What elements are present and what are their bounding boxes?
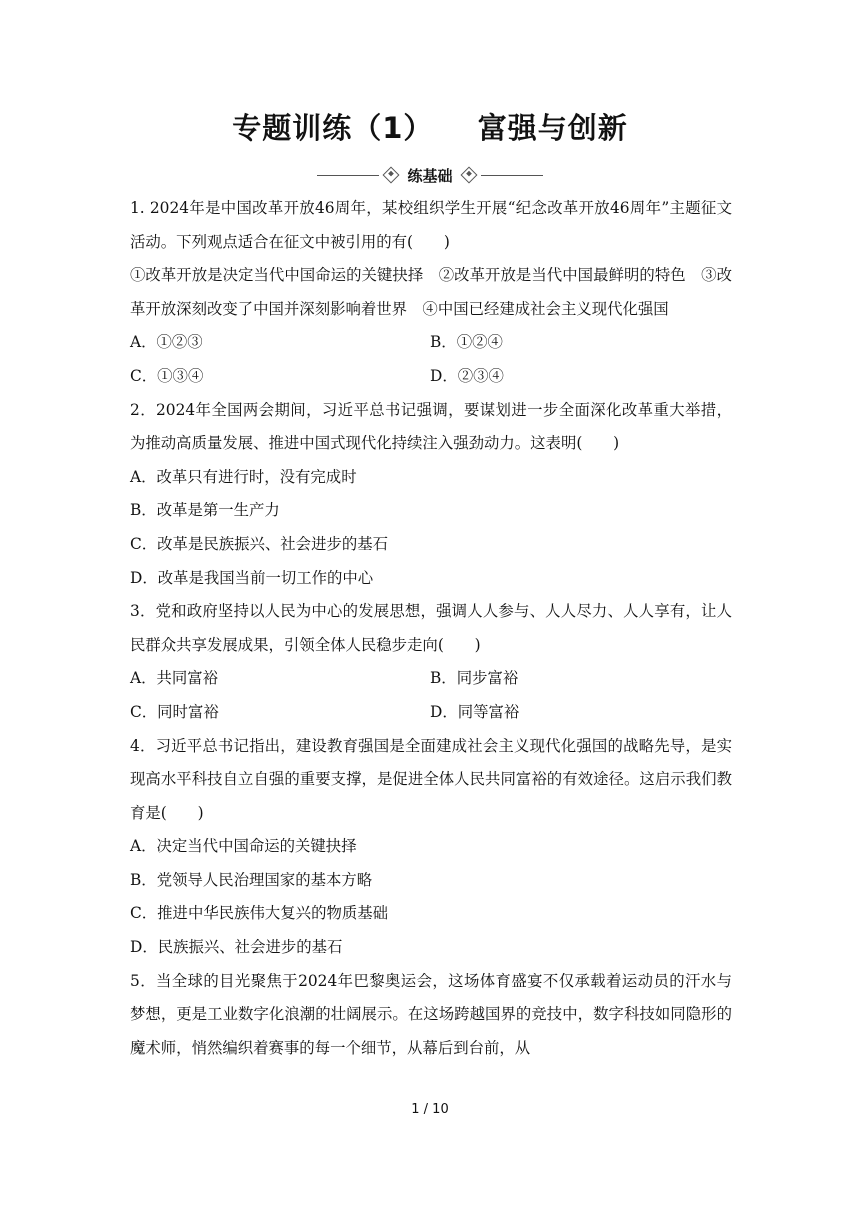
option-b: B．党领导人民治理国家的基本方略 <box>130 870 373 889</box>
page-number: 1 / 10 <box>411 1102 449 1117</box>
question-4 <box>130 730 732 965</box>
question-list <box>130 192 732 1065</box>
page-title: 专题训练（1） 富强与创新 <box>232 111 628 145</box>
question-stem: 5．当全球的目光聚焦于2024年巴黎奥运会，这场体育盛宴不仅承载着运动员的汗水与梦想，更是工业数字化浪潮的壮阔展示。在这场跨越国界的竞技中，数字科技如同隐形的魔术师，悄然编织着赛事的每一个细节，从幕后到台前，从 <box>130 971 732 1057</box>
option-row <box>130 326 732 360</box>
option-d: D．②③④ <box>430 366 504 385</box>
question-stem: 3．党和政府坚持以人民为中心的发展思想，强调人人参与、人人尽力、人人享有，让人民群众共享发展成果，引领全体人民稳步走向( ) <box>130 602 732 654</box>
section-label: 练基础 <box>407 166 453 185</box>
option-c: C．①③④ <box>130 366 204 385</box>
option-d: D．同等富裕 <box>430 702 520 721</box>
option-a: A．共同富裕 <box>130 669 219 688</box>
option-d: D．改革是我国当前一切工作的中心 <box>130 568 374 587</box>
banner-line-left <box>317 175 379 176</box>
question-statements: ①改革开放是决定当代中国命运的关键抉择 ②改革开放是当代中国最鲜明的特色 ③改革开放深刻改变了中国并深刻影响着世界 ④中国已经建成社会主义现代化强国 <box>130 266 732 318</box>
question-stem: 1. 2024年是中国改革开放46周年，某校组织学生开展“纪念改革开放46周年”主题征文活动。下列观点适合在征文中被引用的有( ) <box>130 199 732 251</box>
option-b: B．①②④ <box>430 333 503 352</box>
option-c: C．同时富裕 <box>130 702 219 721</box>
question-3 <box>130 595 732 729</box>
option-row <box>130 696 732 730</box>
question-stem: 4．习近平总书记指出，建设教育强国是全面建成社会主义现代化强国的战略先导，是实现高水平科技自立自强的重要支撑，是促进全体人民共同富裕的有效途径。这启示我们教育是( ) <box>130 736 732 822</box>
banner-line-right <box>481 175 543 176</box>
question-5 <box>130 965 732 1066</box>
diamond-icon <box>460 167 477 184</box>
question-stem: 2．2024年全国两会期间，习近平总书记强调，要谋划进一步全面深化改革重大举措，为推动高质量发展、推进中国式现代化持续注入强劲动力。这表明( ) <box>130 400 732 453</box>
option-b: B．同步富裕 <box>430 669 519 688</box>
option-b: B．改革是第一生产力 <box>130 501 280 520</box>
option-c: C．改革是民族振兴、社会进步的基石 <box>130 534 389 553</box>
option-d: D．民族振兴、社会进步的基石 <box>130 938 343 957</box>
section-banner <box>0 162 860 188</box>
option-a: A．决定当代中国命运的关键抉择 <box>130 837 357 856</box>
option-a: A．改革只有进行时，没有完成时 <box>130 467 357 486</box>
option-c: C．推进中华民族伟大复兴的物质基础 <box>130 904 389 923</box>
diamond-icon <box>383 167 400 184</box>
option-row <box>130 662 732 696</box>
question-1 <box>130 192 732 394</box>
option-row <box>130 360 732 394</box>
question-2 <box>130 394 732 596</box>
option-a: A．①②③ <box>130 333 203 352</box>
